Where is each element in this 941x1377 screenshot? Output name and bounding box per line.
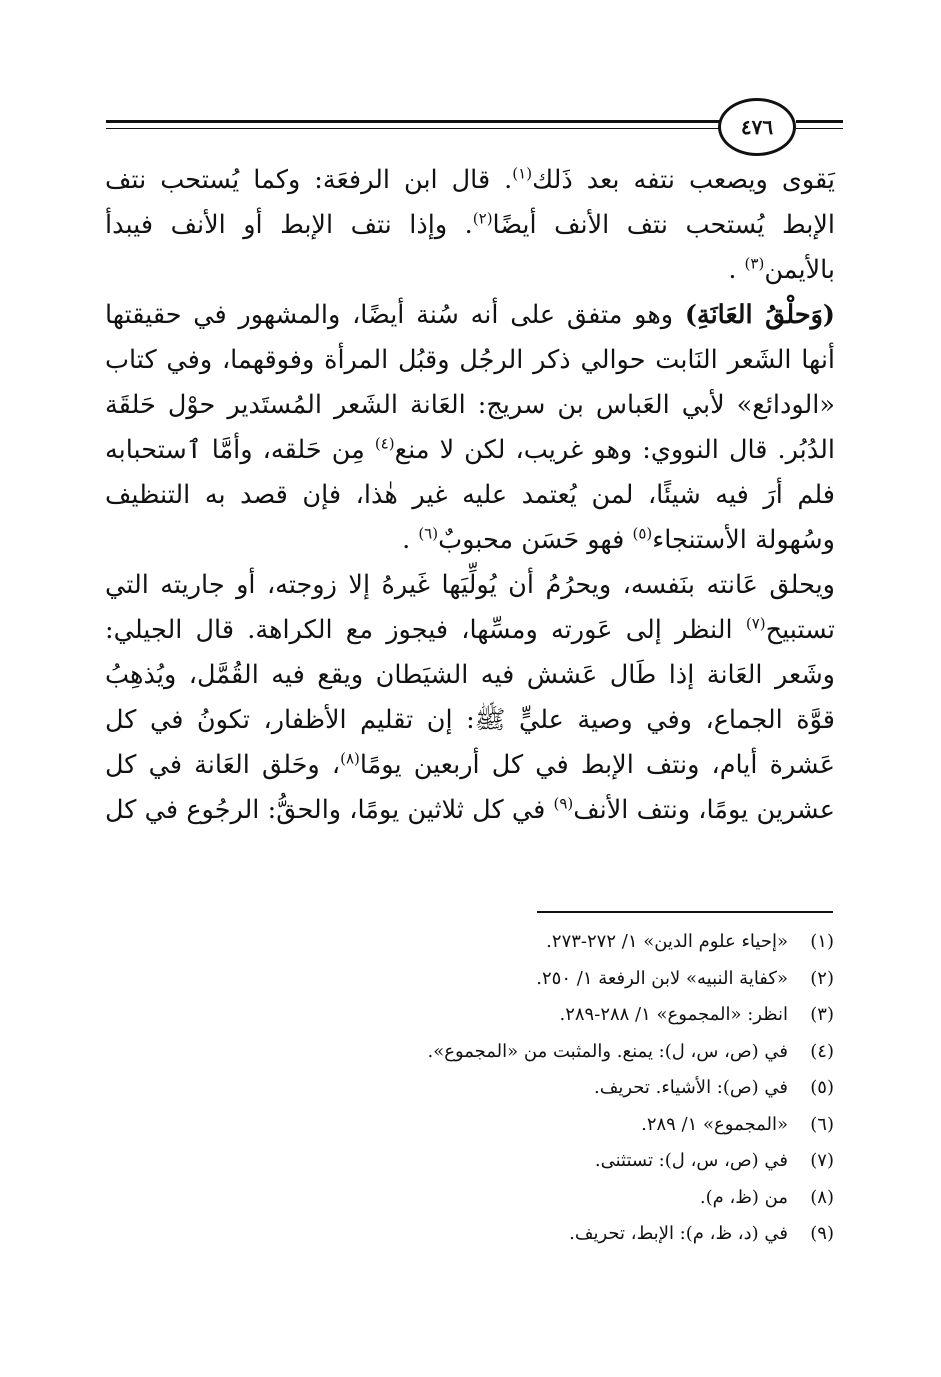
heading-term: (وَحلْقُ العَانَةِ) xyxy=(684,300,835,330)
text-run: يَقوى ويصعب نتفه بعد ذَلك xyxy=(532,165,835,195)
paragraph xyxy=(105,563,835,833)
footnote-ref: (٤) xyxy=(374,434,395,453)
paragraph xyxy=(105,293,835,563)
text-run: في كل ثلاثين يومًا، والحقُّ: الرجُوع في كل xyxy=(105,795,554,825)
footnote-ref: (١) xyxy=(512,164,533,183)
text-run: . xyxy=(728,255,745,285)
footnotes xyxy=(300,924,834,1253)
footnote-number: (٢) xyxy=(810,967,834,989)
footnote-text: «إحياء علوم الدين» ١/ ٢٧٢-٢٧٣. xyxy=(546,931,788,952)
footnote xyxy=(300,1216,834,1253)
text-run: . وإذا نتف الإبط أو الأنف فيبدأ بالأيمن xyxy=(105,210,835,285)
text-run: . xyxy=(402,525,419,555)
text-run: فهو حَسَن محبوبٌ xyxy=(438,525,633,555)
footnote-separator xyxy=(537,911,833,913)
footnote-ref: (٨) xyxy=(340,749,360,768)
footnote xyxy=(300,1070,834,1107)
footnote-number: (١) xyxy=(810,931,834,952)
text-run: ويحلق عَانته بنَفسه، ويحرُمُ أن يُولِّيَها غَيرهُ إلا زوجته، أو جاريته التي تستبيح xyxy=(105,570,835,645)
footnote-text: في (د، ظ، م): الإبط، تحريف. xyxy=(569,1223,788,1244)
header-rule-tail xyxy=(796,120,843,123)
footnote xyxy=(300,1107,834,1144)
footnote-text: في (ص): الأشياء. تحريف. xyxy=(593,1077,788,1098)
main-text xyxy=(105,158,835,833)
footnote-text: «كفاية النبيه» لابن الرفعة ١/ ٢٥٠. xyxy=(536,967,788,989)
footnote-ref: (٧) xyxy=(745,614,766,633)
header-rule xyxy=(106,120,721,123)
footnote-text: من (ظ، م). xyxy=(699,1186,788,1208)
footnote-ref: (٢) xyxy=(472,209,493,228)
footnote-text: في (ص، س، ل): تستثنى. xyxy=(594,1150,788,1171)
text-run: النظر إلى عَورته ومسِّها، فيجوز مع الكراهة. قال الجيلي: وشَعر العَانة إذا طَال عَشش فيه الشيَطان ويقع فيه القُمَّل، ويُذهِبُ قوَّة الجماع، وفي وصية عليٍّ ﷺ: إن تقليم الأظفار، تكونُ في كل عَشرة أيام، ونتف الإبط في كل أربعين يومًا xyxy=(105,615,835,780)
footnote xyxy=(300,1180,834,1217)
paragraph xyxy=(105,158,835,293)
header-rule-thin xyxy=(106,128,721,129)
footnote xyxy=(300,1034,834,1071)
page-number: ٤٧٦ xyxy=(718,98,796,156)
footnote-number: (٦) xyxy=(810,1113,834,1135)
text-run: ، وحَلق العَانة في كل عشرين يومًا، ونتف الأنف xyxy=(105,750,835,825)
footnote-ref: (٦) xyxy=(418,524,439,543)
footnote-number: (٥) xyxy=(810,1077,834,1098)
footnote-number: (٧) xyxy=(810,1150,834,1171)
page-header xyxy=(106,98,843,158)
footnote xyxy=(300,997,834,1034)
text-run: مِن حَلقه، وأمَّا ٱستحبابه فلم أرَ فيه شيئًا، لمن يُعتمد عليه غير هٰذا، فإن قصد به التنظيف وسُهولة الأستنجاء xyxy=(105,435,835,555)
footnote-ref: (٩) xyxy=(553,794,574,813)
footnote-number: (٩) xyxy=(810,1223,834,1244)
footnote xyxy=(300,961,834,998)
footnote-text: في (ص، س، ل): يمنع. والمثبت من «المجموع». xyxy=(427,1040,788,1062)
footnote-number: (٣) xyxy=(810,1004,834,1025)
footnote-number: (٤) xyxy=(810,1040,834,1062)
footnote-text: «المجموع» ١/ ٢٨٩. xyxy=(641,1113,788,1135)
footnote-ref: (٣) xyxy=(744,254,765,273)
footnote xyxy=(300,924,834,961)
footnote-number: (٨) xyxy=(810,1186,834,1208)
footnote xyxy=(300,1143,834,1180)
text-run: . قال ابن الرفعَة: وكما يُستحب نتف الإبط يُستحب نتف الأنف أيضًا xyxy=(105,165,835,240)
footnote-ref: (٥) xyxy=(632,524,653,543)
text-run: وهو متفق على أنه سُنة أيضًا، والمشهور في حقيقتها أنها الشَعر النَابت حوالي ذكر الرجُل وقبُل المرأة وفوقهما، وفي كتاب «الودائع» لأبي العَباس بن سريج: العَانة الشَعر المُستَدير حوْل حَلقَة الدُبُر. قال النووي: وهو غريب، لكن لا منع xyxy=(105,300,835,465)
header-rule-tail-thin xyxy=(796,128,843,129)
footnote-text: انظر: «المجموع» ١/ ٢٨٨-٢٨٩. xyxy=(559,1004,788,1025)
